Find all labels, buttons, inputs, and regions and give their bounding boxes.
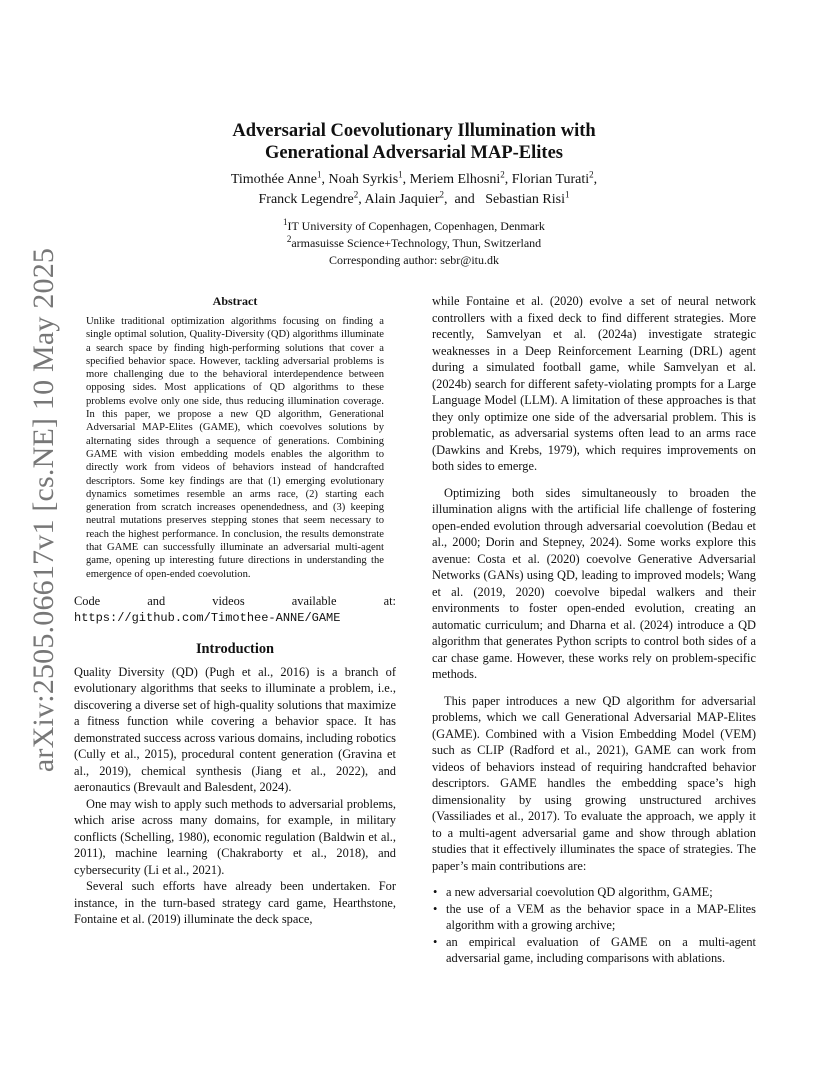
arxiv-identifier <box>14 247 74 773</box>
body-paragraph: while Fontaine et al. (2020) evolve a set of neural network controllers with a fixed deck to find different strategies. More recently, Samvelyan et al. (2024a) investigate strategic weaknesses in a Deep Reinforcement Learning (DRL) agent during a simulated football game, while Samvelyan et al. (2024b) search for different safety-violating prompts for a Large Language Model (LLM). A limitation of these approaches is that they only optimize one side of the adversarial problem. This is problematic, as adversarial systems often lead to an arms race (Dawkins and Krebs, 1979), which requires improvements on both sides to emerge. <box>432 294 756 473</box>
title-line-1: Adversarial Coevolutionary Illumination with <box>232 121 596 141</box>
paper-title <box>80 120 748 164</box>
contribution-item: • the use of a VEM as the behavior space in a MAP-Elites algorithm with a growing archive; <box>433 901 756 932</box>
body-paragraph: Optimizing both sides simultaneously to broaden the illumination aligns with the artificial life challenge of fostering open-ended evolution through adversarial coevolution (Bedau et al., 2000; Dorin and Stepney, 2024). Some works explore this avenue: Costa et al. (2020) coevolve Generative Adversarial Networks (GANs) using QD, leading to improved models; Wang et al. (2019, 2020) coevolve bipedal walkers and their environments to foster open-ended evolution, creating an automatic curriculum; and Dharna et al. (2024) introduce a QD algorithm that generates Python scripts to control both sides of a car chase game. However, these works rely on problem-specific methods. <box>432 485 756 681</box>
bullet-icon: • <box>433 901 438 916</box>
title-line-2: Generational Adversarial MAP-Elites <box>264 143 563 163</box>
author: Alain Jaquier$^2$, and <box>364 189 482 207</box>
affiliation-2: $^2$armasuisse Science+Technology, Thun, Switzerland <box>286 234 542 250</box>
affiliation-1: $^1$IT University of Copenhagen, Copenhagen, Denmark <box>283 217 545 233</box>
author: Sebastian Risi$^1$ <box>485 189 570 207</box>
author: Meriem Elhosni$^2$, <box>409 169 512 187</box>
contributions-list <box>432 884 756 967</box>
intro-paragraph: One may wish to apply such methods to adversarial problems, which arise across many domains, for example, in military conflicts (Schelling, 1980), economic regulation (Baldwin et al., 2011), machine learning (Chakraborty et al., 2018), and cybersecurity (Li et al., 2021). <box>74 796 396 877</box>
code-link[interactable]: https://github.com/Timothee-ANNE/GAME <box>74 611 341 626</box>
intro-paragraph: Several such efforts have already been undertaken. For instance, in the turn-based strategy card game, Hearthstone, Fontaine et al. (2019) illuminate the deck space, <box>74 879 396 927</box>
code-availability: Code and videos available at: https://github.com/Timothee-ANNE/GAME <box>74 593 396 626</box>
intro-paragraph: Quality Diversity (QD) (Pugh et al., 2016) is a branch of evolutionary algorithms that seeks to illuminate a problem, i.e., discovering a diverse set of high-quality solutions that maximize a fitness function while covering a behavior space. It has demonstrated success across various domains, including robotics (Cully et al., 2015), procedural content generation (Gravina et al., 2019), chemical synthesis (Jiang et al., 2022), and aeronautics (Brevault and Balesdent, 2024). <box>74 664 396 795</box>
author: Timothée Anne$^1$, <box>230 169 329 187</box>
abstract-text: Unlike traditional optimization algorithms focusing on finding a single optimal solution, Quality-Diversity (QD) algorithms illuminate a search space by finding high-performing solutions that cover a specified behavior space. However, tackling adversarial problems is more challenging due to the behavioral interdependence between opposing sides. Most applications of QD algorithms to these problems evolve only one side, thus reducing illumination coverage. In this paper, we propose a new QD algorithm, Generational Adversarial MAP-Elites (GAME), which coevolves solutions by alternating sides through a sequence of generations. Combining GAME with vision embedding models enables the algorithm to directly work from videos of behaviors instead of handcrafted descriptors. Some key findings are that (1) emerging evolutionary dynamics sometimes resemble an arms race, (2) starting each generation from scratch increases openendedness, and (3) keeping neutral mutations preserves stepping stones that seem necessary to reach the highest performance. In conclusion, the results demonstrate that GAME can successfully illuminate an adversarial multi-agent game, opening up interesting future directions in understanding the emergence of open-ended coevolution. <box>86 316 384 580</box>
left-column <box>74 294 396 928</box>
body-paragraph: This paper introduces a new QD algorithm for adversarial problems, which we call Generational Adversarial MAP-Elites (GAME). Combined with a Vision Embedding Model (VEM) such as CLIP (Radford et al., 2021), GAME can work from videos of behaviors instead of requiring handcrafted behavior descriptors. GAME handles the embedding space’s high dimensionality by using growing unstructured archives (Vassiliades et al., 2017). To evaluate the approach, we apply it to a multi-agent adversarial game and show through ablation studies that it effectively illuminates the space of strategies. The paper’s main contributions are: <box>432 693 756 873</box>
author: Franck Legendre$^2$, <box>258 189 365 207</box>
bullet-icon: • <box>433 934 438 949</box>
paper-header <box>80 120 748 269</box>
introduction-heading: Introduction <box>195 640 275 657</box>
right-column <box>432 293 756 967</box>
corresponding-author: Corresponding author: sebr@itu.dk <box>328 253 500 267</box>
bullet-icon: • <box>433 885 438 899</box>
arxiv-id-text: arXiv:2505.06617v1 [cs.NE] 10 May 2025 <box>27 247 60 773</box>
contribution-item: • a new adversarial coevolution QD algorithm, GAME; <box>433 885 713 899</box>
affiliations <box>80 218 748 269</box>
author: Florian Turati$^2$, <box>511 169 598 187</box>
author-list <box>80 170 748 210</box>
contribution-item: • an empirical evaluation of GAME on a multi-agent adversarial game, including comparisons with ablations. <box>433 934 756 965</box>
author: Noah Syrkis$^1$, <box>328 169 410 187</box>
abstract-heading: Abstract <box>212 294 258 308</box>
